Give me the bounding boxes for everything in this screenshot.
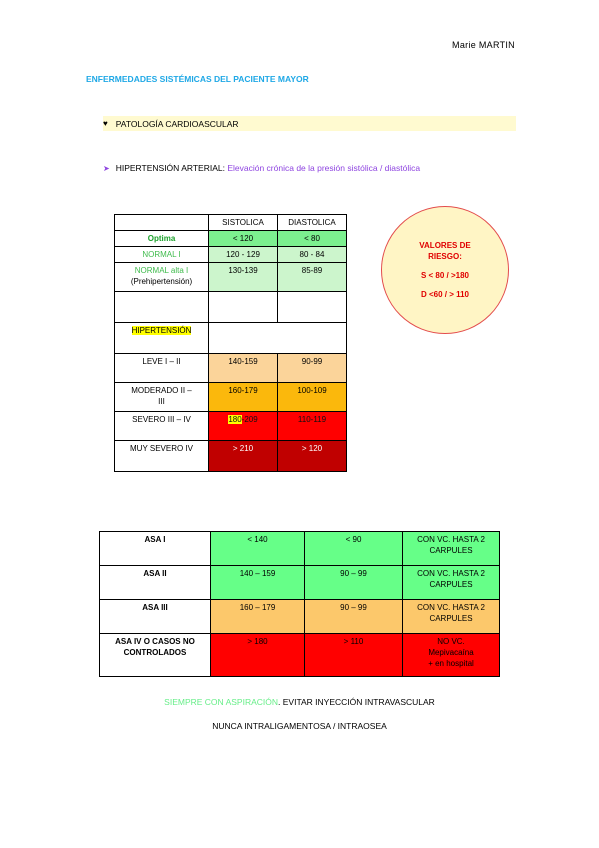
risk-title-line: RIESGO: xyxy=(428,252,462,261)
aspiration-note xyxy=(0,697,599,707)
asa-diastolic: 90 – 99 xyxy=(305,566,403,600)
row-label-line: NORMAL alta I xyxy=(134,266,189,275)
hta-definition-text: Elevación crónica de la presión sistólica / diastólica xyxy=(227,163,421,173)
systolic-cell xyxy=(209,292,278,323)
highlighted-value: 180 xyxy=(228,415,242,424)
table-row xyxy=(100,566,500,600)
asa-diastolic: > 110 xyxy=(305,634,403,677)
note-line: NO VC. xyxy=(437,637,465,646)
table-row xyxy=(115,323,347,354)
row-label xyxy=(115,292,209,323)
table-row xyxy=(100,600,500,634)
row-label-line: III xyxy=(158,397,165,406)
systolic-cell xyxy=(209,412,278,441)
risk-diastolic: D <60 / > 110 xyxy=(420,290,470,299)
header-cell xyxy=(115,215,209,231)
page-title: ENFERMEDADES SISTÉMICAS DEL PACIENTE MAYOR xyxy=(86,74,309,84)
hta-label: HIPERTENSIÓN ARTERIAL: xyxy=(115,163,228,173)
heart-bullet-icon: ♥ xyxy=(103,119,108,128)
systolic-cell: 120 - 129 xyxy=(209,247,278,263)
note-line: CON VC. HASTA 2 xyxy=(417,535,485,544)
aspiration-text: SIEMPRE CON ASPIRACIÓN xyxy=(164,697,279,707)
diastolic-cell: 110-119 xyxy=(278,412,347,441)
row-label: LEVE I – II xyxy=(115,354,209,383)
diastolic-cell xyxy=(278,292,347,323)
table-row xyxy=(100,532,500,566)
header-cell-diastolic: DIASTOLICA xyxy=(278,215,347,231)
asa-systolic: 140 – 159 xyxy=(211,566,305,600)
risk-title xyxy=(419,240,470,262)
row-label xyxy=(115,383,209,412)
diastolic-cell: 90-99 xyxy=(278,354,347,383)
asa-systolic: < 140 xyxy=(211,532,305,566)
risk-values-circle xyxy=(381,206,509,334)
arrow-bullet-icon: ➤ xyxy=(103,164,110,173)
asa-note xyxy=(403,566,500,600)
table-row xyxy=(115,247,347,263)
blood-pressure-table xyxy=(114,214,347,472)
diastolic-cell: > 120 xyxy=(278,441,347,472)
systolic-cell: > 210 xyxy=(209,441,278,472)
systolic-cell: 130-139 xyxy=(209,263,278,292)
header-cell-systolic: SISTOLICA xyxy=(209,215,278,231)
systolic-cell: < 120 xyxy=(209,231,278,247)
asa-note xyxy=(403,532,500,566)
asa-systolic: 160 – 179 xyxy=(211,600,305,634)
asa-diastolic: < 90 xyxy=(305,532,403,566)
asa-note xyxy=(403,600,500,634)
row-label: SEVERO III – IV xyxy=(115,412,209,441)
never-note: NUNCA INTRALIGAMENTOSA / INTRAOSEA xyxy=(212,721,387,731)
hypertension-definition xyxy=(103,163,420,173)
risk-title-line: VALORES DE xyxy=(419,241,471,250)
avoid-text: . EVITAR INYECCIÓN INTRAVASCULAR xyxy=(278,697,435,707)
note-line: CARPULES xyxy=(429,546,473,555)
systolic-cell: 140-159 xyxy=(209,354,278,383)
risk-systolic: S < 80 / >180 xyxy=(420,271,470,280)
section-label: PATOLOGÍA CARDIOASCULAR xyxy=(115,118,239,129)
hypertension-label: HIPERTENSIÓN xyxy=(131,326,192,335)
row-label-line: MODERADO II – xyxy=(131,386,192,395)
asa-label xyxy=(100,634,211,677)
row-label-line: (Prehipertensión) xyxy=(130,277,193,286)
table-row xyxy=(100,634,500,677)
section-heading xyxy=(103,116,516,131)
diastolic-cell: 80 - 84 xyxy=(278,247,347,263)
row-label xyxy=(115,323,209,354)
note-line: CARPULES xyxy=(429,580,473,589)
asa-label: ASA II xyxy=(100,566,211,600)
table-row xyxy=(115,231,347,247)
asa-diastolic: 90 – 99 xyxy=(305,600,403,634)
table-row xyxy=(115,383,347,412)
row-label: MUY SEVERO IV xyxy=(115,441,209,472)
diastolic-cell: 100-109 xyxy=(278,383,347,412)
label-line: ASA IV O CASOS NO xyxy=(115,637,195,646)
table-row xyxy=(115,412,347,441)
row-label: Optima xyxy=(115,231,209,247)
note-line: + en hospital xyxy=(428,659,474,668)
row-label: NORMAL I xyxy=(115,247,209,263)
table-header-row xyxy=(115,215,347,231)
asa-systolic: > 180 xyxy=(211,634,305,677)
label-line: CONTROLADOS xyxy=(123,648,187,657)
diastolic-cell: < 80 xyxy=(278,231,347,247)
table-row xyxy=(115,263,347,292)
diastolic-cell: 85-89 xyxy=(278,263,347,292)
asa-table xyxy=(99,531,500,677)
note-line: CON VC. HASTA 2 xyxy=(417,603,485,612)
value-rest: -209 xyxy=(241,415,258,424)
table-row xyxy=(115,292,347,323)
asa-label: ASA III xyxy=(100,600,211,634)
author-name: Marie MARTIN xyxy=(452,40,515,50)
note-line: Mepivacaína xyxy=(428,648,474,657)
asa-note xyxy=(403,634,500,677)
asa-label: ASA I xyxy=(100,532,211,566)
table-row xyxy=(115,354,347,383)
diastolic-cell xyxy=(278,323,347,354)
systolic-cell xyxy=(209,323,278,354)
table-row xyxy=(115,441,347,472)
note-line: CON VC. HASTA 2 xyxy=(417,569,485,578)
note-line: CARPULES xyxy=(429,614,473,623)
systolic-cell: 160-179 xyxy=(209,383,278,412)
row-label xyxy=(115,263,209,292)
